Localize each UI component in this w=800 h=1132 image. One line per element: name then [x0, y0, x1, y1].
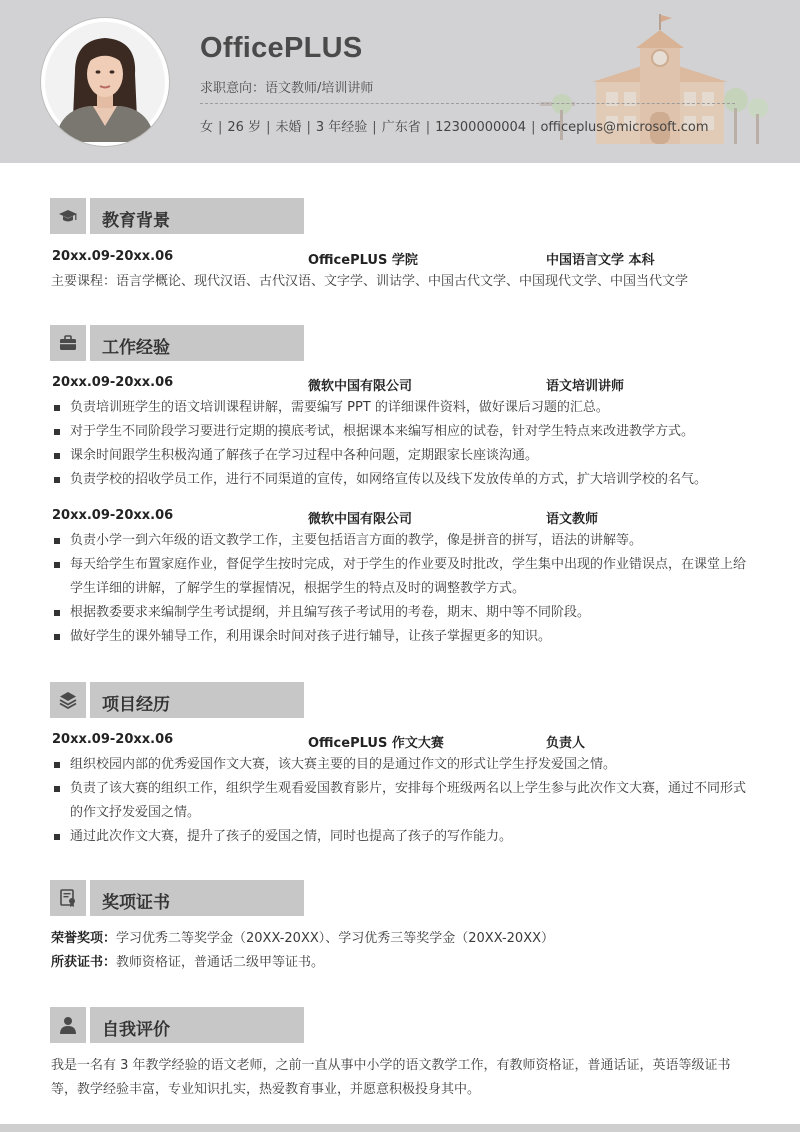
- section-awards-title: 奖项证书: [102, 893, 170, 913]
- list-item: 负责培训班学生的语文培训课程讲解，需要编写 PPT 的详细课件资料，做好课后习题的汇总。: [50, 396, 755, 420]
- project-name: OfficePLUS 作文大赛: [308, 736, 444, 751]
- section-work-title: 工作经验: [102, 338, 170, 358]
- list-item: 课余时间跟学生积极沟通了解孩子在学习过程中各种问题，定期跟家长座谈沟通。: [50, 444, 755, 468]
- section-education-title: 教育背景: [102, 211, 170, 231]
- education-courses: [51, 270, 756, 294]
- section-self-header: [50, 1007, 304, 1043]
- section-title-bar: [90, 198, 304, 234]
- certificates-label: 所获证书：: [51, 955, 117, 970]
- job-2-company: 微软中国有限公司: [308, 512, 413, 527]
- education-major: 中国语言文学 本科: [546, 253, 655, 268]
- info-marital: 未婚: [275, 120, 302, 135]
- list-item: 根据教委要求来编制学生考试提纲，并且编写孩子考试用的考卷，期末、期中等不同阶段。: [50, 601, 755, 625]
- list-item: 通过此次作文大赛，提升了孩子的爱国之情，同时也提高了孩子的写作能力。: [50, 825, 755, 849]
- section-title-bar: [90, 325, 304, 361]
- info-experience: 3 年经验: [315, 120, 368, 135]
- job-1-company: 微软中国有限公司: [308, 379, 413, 394]
- section-title-bar: [90, 880, 304, 916]
- job-2-duties: [50, 529, 755, 649]
- list-item: 负责学校的招收学员工作，进行不同渠道的宣传，如网络宣传以及线下发放传单的方式，扩大培训学校的名气。: [50, 468, 755, 492]
- job-1-period: 20xx.09-20xx.06: [52, 375, 174, 390]
- self-evaluation-text: 我是一名有 3 年教学经验的语文老师，之前一直从事中小学的语文教学工作，有教师资格证，普通话证，英语等级证书等，教学经验丰富，专业知识扎实，热爱教育事业，并愿意积极投身其中。: [51, 1058, 731, 1097]
- section-title-bar: [90, 682, 304, 718]
- footer-bar: [0, 1124, 800, 1132]
- courses-label: 主要课程：: [51, 274, 117, 289]
- list-item: 负责了该大赛的组织工作，组织学生观看爱国教育影片，安排每个班级两名以上学生参与此次作文大赛，通过不同形式的作文抒发爱国之情。: [50, 777, 755, 825]
- job-2-role: 语文教师: [546, 512, 599, 527]
- honors-label: 荣誉奖项：: [51, 931, 117, 946]
- header-divider: [200, 103, 735, 104]
- education-period: 20xx.09-20xx.06: [52, 249, 174, 264]
- info-gender: 女: [200, 120, 214, 135]
- section-awards-header: [50, 880, 304, 916]
- awards-honors: [51, 927, 756, 951]
- resume-header: [0, 0, 800, 163]
- info-age: 26 岁: [227, 120, 262, 135]
- info-phone: 12300000004: [435, 120, 527, 135]
- user-icon: [50, 1007, 86, 1043]
- job-1-duties: [50, 396, 755, 492]
- job-1-role: 语文培训讲师: [546, 379, 625, 394]
- certificates-text: 教师资格证，普通话二级甲等证书。: [116, 955, 325, 970]
- project-period: 20xx.09-20xx.06: [52, 732, 174, 747]
- avatar: [41, 18, 169, 146]
- info-email: officeplus@microsoft.com: [540, 120, 709, 135]
- project-role: 负责人: [546, 736, 586, 751]
- candidate-name: OfficePLUS: [200, 32, 363, 64]
- education-school: OfficePLUS 学院: [308, 253, 418, 268]
- section-project-title: 项目经历: [102, 695, 170, 715]
- graduation-cap-icon: [50, 198, 86, 234]
- section-project-header: [50, 682, 304, 718]
- list-item: 对于学生不同阶段学习要进行定期的摸底考试，根据课本来编写相应的试卷，针对学生特点来改进教学方式。: [50, 420, 755, 444]
- list-item: 组织校园内部的优秀爱国作文大赛，该大赛主要的目的是通过作文的形式让学生抒发爱国之情。: [50, 753, 755, 777]
- section-title-bar: [90, 1007, 304, 1043]
- job-objective: 求职意向：语文教师/培训讲师: [200, 81, 374, 96]
- briefcase-icon: [50, 325, 86, 361]
- list-item: 每天给学生布置家庭作业，督促学生按时完成，对于学生的作业要及时批改，学生集中出现的作业错误点，在课堂上给学生详细的讲解，了解学生的掌握情况，根据学生的特点及时的调整教学方式。: [50, 553, 755, 601]
- certificate-icon: [50, 880, 86, 916]
- portrait-photo: [45, 22, 165, 142]
- project-duties: [50, 753, 755, 849]
- awards-certificates: [51, 951, 756, 975]
- list-item: 做好学生的课外辅导工作，利用课余时间对孩子进行辅导，让孩子掌握更多的知识。: [50, 625, 755, 649]
- honors-text: 学习优秀二等奖学金（20XX-20XX）、学习优秀三等奖学金（20XX-20XX）: [116, 931, 555, 946]
- layers-icon: [50, 682, 86, 718]
- list-item: 负责小学一到六年级的语文教学工作，主要包括语言方面的教学，像是拼音的拼写，语法的讲解等。: [50, 529, 755, 553]
- section-work-header: [50, 325, 304, 361]
- job-2-period: 20xx.09-20xx.06: [52, 508, 174, 523]
- section-education-header: [50, 198, 304, 234]
- courses-text: 语言学概论、现代汉语、古代汉语、文字学、训诂学、中国古代文学、中国现代文学、中国当代文学: [116, 274, 689, 289]
- section-self-title: 自我评价: [102, 1020, 170, 1040]
- info-location: 广东省: [381, 120, 421, 135]
- personal-info: 女 | 26 岁 | 未婚 | 3 年经验 | 广东省 | 12300000004 | officeplus@microsoft.com: [200, 120, 709, 135]
